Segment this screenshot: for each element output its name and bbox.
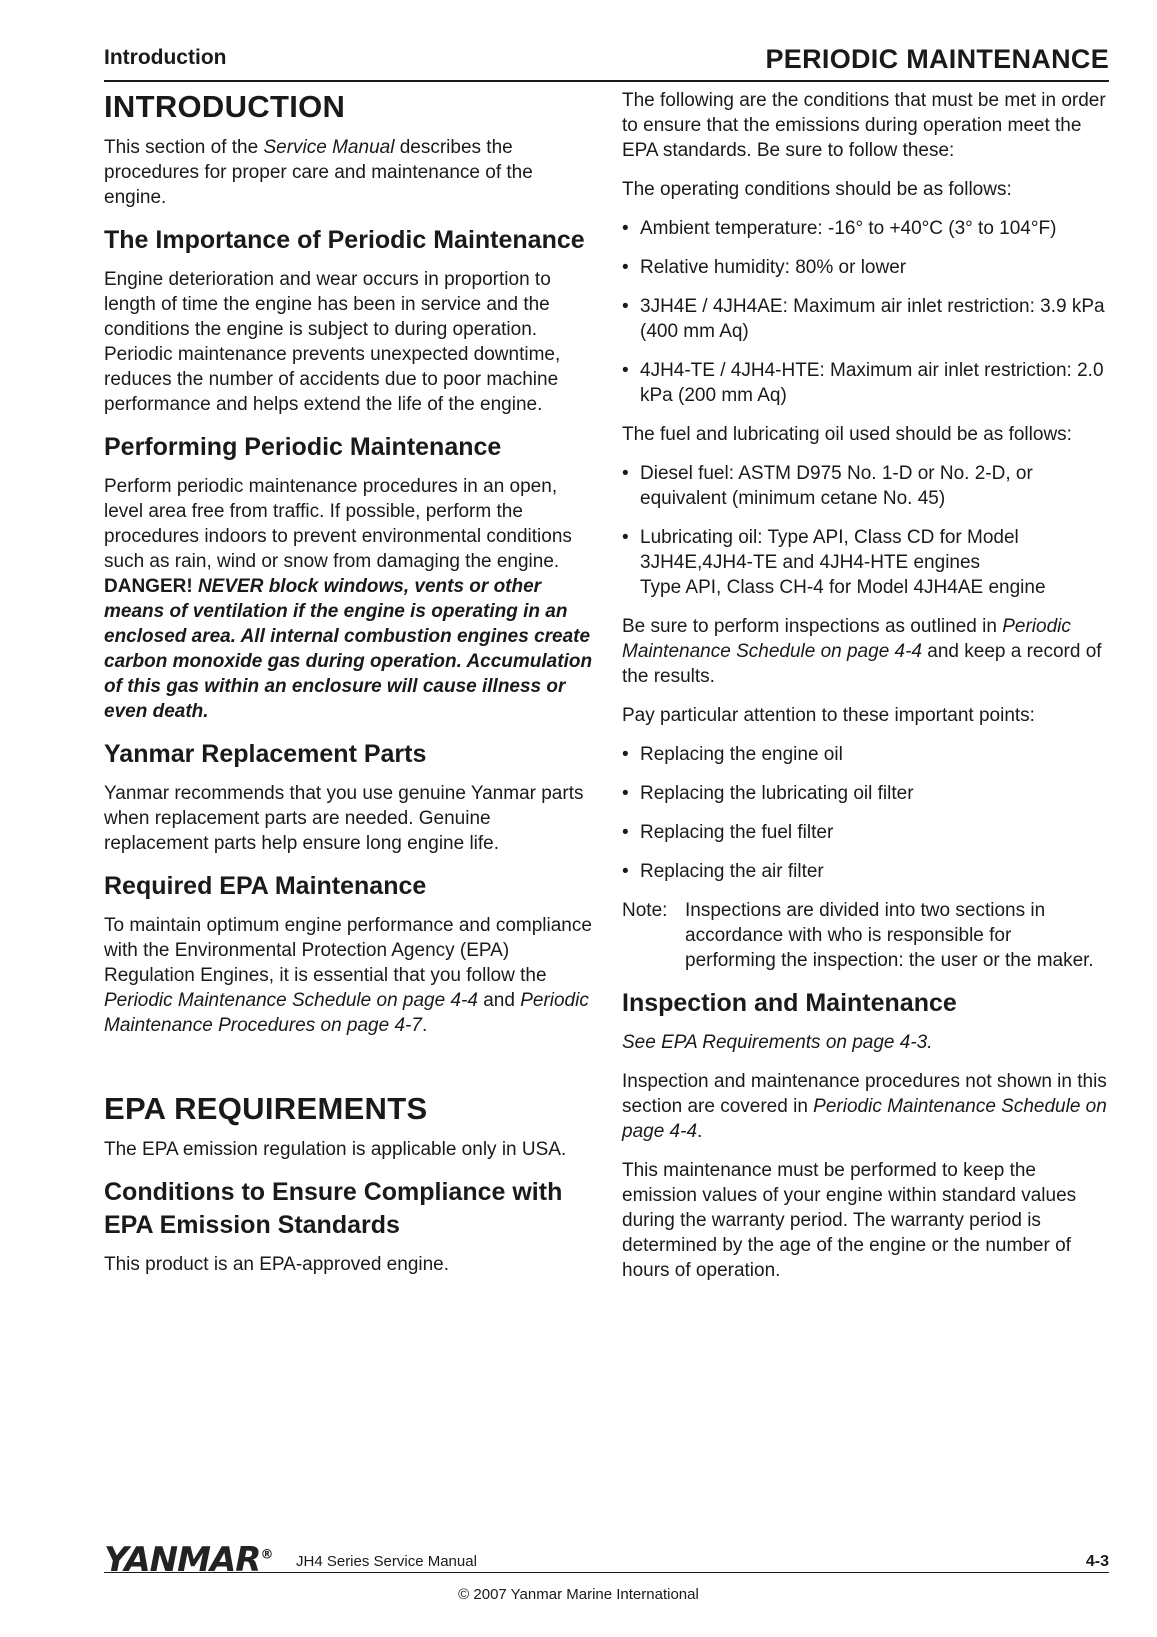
list-item: • Lubricating oil: Type API, Class CD for Model 3JH4E,4JH4-TE and 4JH4-HTE engines Type API, Class CH-4 for Model 4JH4AE engine: [622, 527, 1046, 598]
list-item: • Replacing the air filter: [622, 861, 824, 882]
fuel-oil-paragraph: The fuel and lubricating oil used should be as follows:: [622, 424, 1072, 445]
footer-rule: [104, 1572, 1109, 1573]
danger-warning: NEVER block windows, vents or other means of ventilation if the engine is operating in an enclosed area. All internal combustion engines create carbon monoxide gas during operation. Accumulation of this gas within an enclosure will cause illness or even death.: [104, 576, 593, 723]
performing-paragraph: Perform periodic maintenance procedures in an open, level area free from traffic. If possible, perform the procedures indoors to prevent environmental conditions such as rain, wind or snow from damaging the engine. DANGER! NEVER block windows, vents or other means of ventilation if the engine is operating in an enclosed area. All internal combustion engines create carbon monoxide gas during operation. Accumulation of this gas within an enclosure will cause illness or even death.: [104, 476, 593, 723]
list-item: • Replacing the fuel filter: [622, 822, 834, 843]
left-column: [104, 88, 594, 1291]
inspection-paragraph: Inspection and maintenance procedures not shown in this section are covered in Periodic Maintenance Schedule on page 4-4.: [622, 1071, 1107, 1142]
introduction-paragraph: This section of the Service Manual describes the procedures for proper care and maintenance of the engine.: [104, 137, 533, 209]
header-rule: [104, 80, 1109, 82]
see-epa-paragraph: See EPA Requirements on page 4-3.: [622, 1032, 933, 1053]
right-column: [622, 88, 1107, 1297]
epa-maintenance-paragraph: To maintain optimum engine performance and compliance with the Environmental Protection Agency (EPA) Regulation Engines, it is essential that you follow the Periodic Maintenance Schedule on page 4-4 and Periodic Maintenance Procedures on page 4-7.: [104, 915, 592, 1037]
epa-requirements-heading: EPA REQUIREMENTS: [104, 1091, 428, 1127]
danger-label: DANGER!: [104, 576, 193, 598]
replacement-parts-paragraph: Yanmar recommends that you use genuine Yanmar parts when replacement parts are needed. Genuine replacement parts help ensure long engine life.: [104, 783, 584, 855]
important-points-list: [622, 742, 1107, 884]
schedule-link[interactable]: Periodic Maintenance Schedule on page 4-4: [104, 990, 478, 1012]
epa-maintenance-heading: Required EPA Maintenance: [104, 872, 427, 901]
page-number: 4-3: [1085, 1553, 1109, 1570]
fuel-oil-list: [622, 461, 1107, 600]
list-item: • Relative humidity: 80% or lower: [622, 257, 907, 278]
important-points-paragraph: Pay particular attention to these important points:: [622, 705, 1035, 726]
compliance-heading: Conditions to Ensure Compliance with EPA Emission Standards: [104, 1178, 563, 1240]
footer-doc-title: JH4 Series Service Manual: [296, 1553, 477, 1570]
schedule-link[interactable]: Periodic Maintenance Schedule on page 4-4: [622, 1096, 1107, 1142]
note-label: Note:: [622, 900, 668, 921]
inspection-heading: Inspection and Maintenance: [622, 989, 957, 1017]
service-manual-ref: Service Manual: [263, 137, 395, 159]
operating-conditions-paragraph: The operating conditions should be as follows:: [622, 179, 1012, 200]
copyright: © 2007 Yanmar Marine International: [458, 1586, 699, 1603]
list-item: • Replacing the lubricating oil filter: [622, 783, 914, 804]
note: [622, 898, 1107, 973]
conditions-intro-paragraph: The following are the conditions that must be met in order to ensure that the emissions during operation meet the EPA standards. Be sure to follow these:: [622, 90, 1106, 161]
warranty-paragraph: This maintenance must be performed to keep the emission values of your engine within standard values during the warranty period. The warranty period is determined by the age of the engine or the number of hours of operation.: [622, 1160, 1077, 1281]
introduction-heading: INTRODUCTION: [104, 89, 346, 124]
compliance-paragraph: This product is an EPA-approved engine.: [104, 1254, 450, 1276]
list-item: • 3JH4E / 4JH4AE: Maximum air inlet restriction: 3.9 kPa (400 mm Aq): [622, 296, 1105, 342]
list-item: • Diesel fuel: ASTM D975 No. 1-D or No. 2-D, or equivalent (minimum cetane No. 45): [622, 463, 1033, 509]
yanmar-logo: YANMAR®: [104, 1540, 273, 1580]
list-item: • Ambient temperature: -16° to +40°C (3° to 104°F): [622, 218, 1057, 239]
list-item: • Replacing the engine oil: [622, 744, 843, 765]
inspection-record-paragraph: Be sure to perform inspections as outlined in Periodic Maintenance Schedule on page 4-4 and keep a record of the results.: [622, 616, 1102, 687]
replacement-parts-heading: Yanmar Replacement Parts: [104, 740, 427, 769]
importance-heading: The Importance of Periodic Maintenance: [104, 226, 585, 255]
epa-requirements-link[interactable]: See EPA Requirements on page 4-3: [622, 1032, 928, 1053]
epa-requirements-paragraph: The EPA emission regulation is applicable only in USA.: [104, 1139, 567, 1161]
note-text: Inspections are divided into two sections in accordance with who is responsible for performing the inspection: the user or the maker.: [685, 900, 1094, 971]
schedule-link[interactable]: Periodic Maintenance Schedule on page 4-4: [622, 616, 1071, 662]
operating-conditions-list: [622, 216, 1107, 408]
header-chapter-title: PERIODIC MAINTENANCE: [765, 44, 1109, 74]
performing-heading: Performing Periodic Maintenance: [104, 433, 502, 462]
procedures-link[interactable]: Periodic Maintenance Procedures on page 4-7: [104, 990, 589, 1037]
list-item: • 4JH4-TE / 4JH4-HTE: Maximum air inlet restriction: 2.0 kPa (200 mm Aq): [622, 360, 1104, 406]
importance-paragraph: Engine deterioration and wear occurs in proportion to length of time the engine has been in service and the conditions the engine is subject to during operation. Periodic maintenance prevents unexpected downtime, reduces the number of accidents due to poor machine performance and helps extend the life of the engine.: [104, 269, 561, 416]
header-section-name: Introduction: [104, 46, 227, 69]
